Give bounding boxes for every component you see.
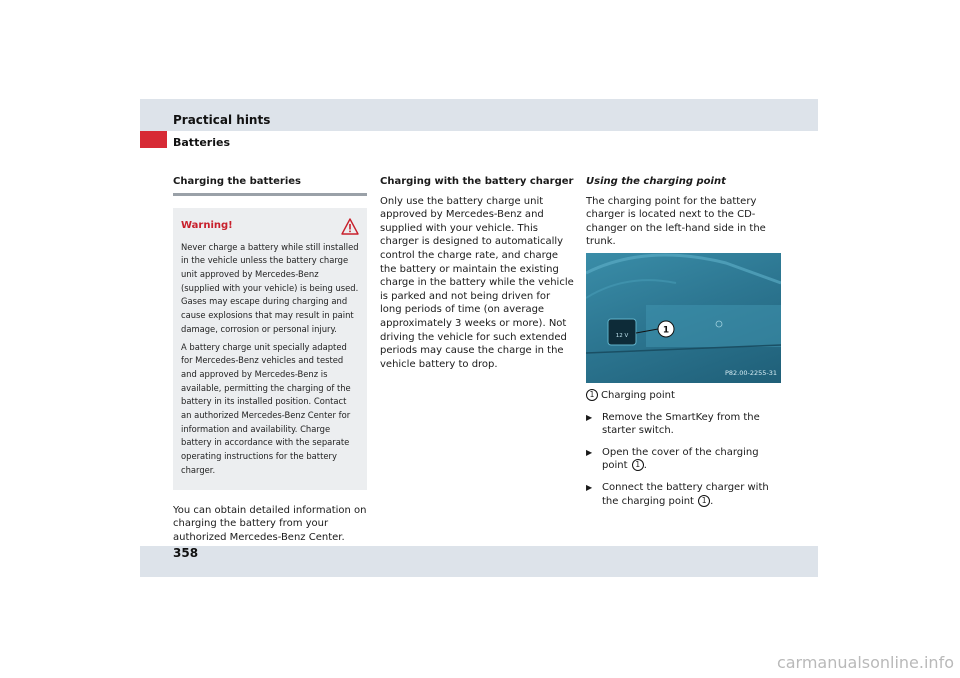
watermark: carmanualsonline.info <box>776 653 954 672</box>
warning-header <box>181 218 359 235</box>
warning-box <box>173 208 367 490</box>
step-2-suffix: . <box>643 460 647 472</box>
step-3-text: Connect the battery charger with the charging point <box>602 481 769 507</box>
step-3-callout: 1 <box>698 495 710 507</box>
charging-batteries-heading: Charging the batteries <box>173 176 301 187</box>
step-2 <box>586 446 782 473</box>
heading-rule <box>173 193 367 196</box>
legend-callout: 1 <box>586 389 598 401</box>
column-2 <box>380 175 574 371</box>
step-arrow-icon: ▶ <box>586 412 593 422</box>
step-arrow-icon: ▶ <box>586 447 593 457</box>
charging-point-intro: The charging point for the battery charger is located next to the CD-changer on the left-hand side in the trunk. <box>586 195 766 248</box>
section-color-tab <box>140 131 167 148</box>
step-1-text: Remove the SmartKey from the starter switch. <box>602 411 760 437</box>
subsection-title: Batteries <box>173 136 230 149</box>
warning-title: Warning! <box>181 220 233 232</box>
socket-label: 12 V <box>615 332 629 339</box>
warning-triangle-icon <box>341 218 359 235</box>
section-title: Practical hints <box>173 113 271 127</box>
trunk-illustration <box>586 253 781 383</box>
battery-charger-heading: Charging with the battery charger <box>380 176 574 187</box>
step-arrow-icon: ▶ <box>586 482 593 492</box>
information-paragraph: You can obtain detailed information on charging the battery from your authorized Mercedes-Benz Center. <box>173 504 367 543</box>
legend-item <box>586 389 782 403</box>
photo-code: P82.00-2255-31 <box>724 369 777 378</box>
step-2-text: Open the cover of the charging point <box>602 446 759 472</box>
step-3 <box>586 481 782 508</box>
column-3 <box>586 175 782 508</box>
warning-paragraph-1: Never charge a battery while still installed in the vehicle unless the battery charge unit approved by Mercedes-Benz (supplied with your vehicle) is being used. Gases may escape during charging and cause explosions that may result in paint damage, corrosion or personal injury. <box>181 241 359 334</box>
trunk-charging-point-photo <box>586 253 781 383</box>
step-2-callout: 1 <box>632 459 644 471</box>
footer-band <box>140 546 818 577</box>
page-number: 358 <box>173 546 199 560</box>
charging-point-heading: Using the charging point <box>586 176 726 187</box>
step-1 <box>586 411 782 438</box>
step-3-suffix: . <box>710 495 714 507</box>
photo-callout-1: 1 <box>662 325 670 336</box>
column-1 <box>173 175 367 544</box>
warning-paragraph-2: A battery charge unit specially adapted for Mercedes-Benz vehicles and tested and approved by Mercedes-Benz is available, permitting the charging of the battery in its installed position. Contact an authorized Mercedes-Benz Center for information and availability. Charge battery in accordance with the separate operating instructions for the battery charger. <box>181 341 351 475</box>
battery-charger-paragraph: Only use the battery charge unit approved by Mercedes-Benz and supplied with your vehicle. This charger is designed to automatically control the charge rate, and charge the battery or maintain the existing charge in the battery while the vehicle is parked and not being driven for long periods of time (on average approximately 3 weeks or more). Not driving the vehicle for such extended periods may cause the charge in the vehicle battery to drop. <box>380 195 574 370</box>
legend-text: Charging point <box>601 389 675 401</box>
